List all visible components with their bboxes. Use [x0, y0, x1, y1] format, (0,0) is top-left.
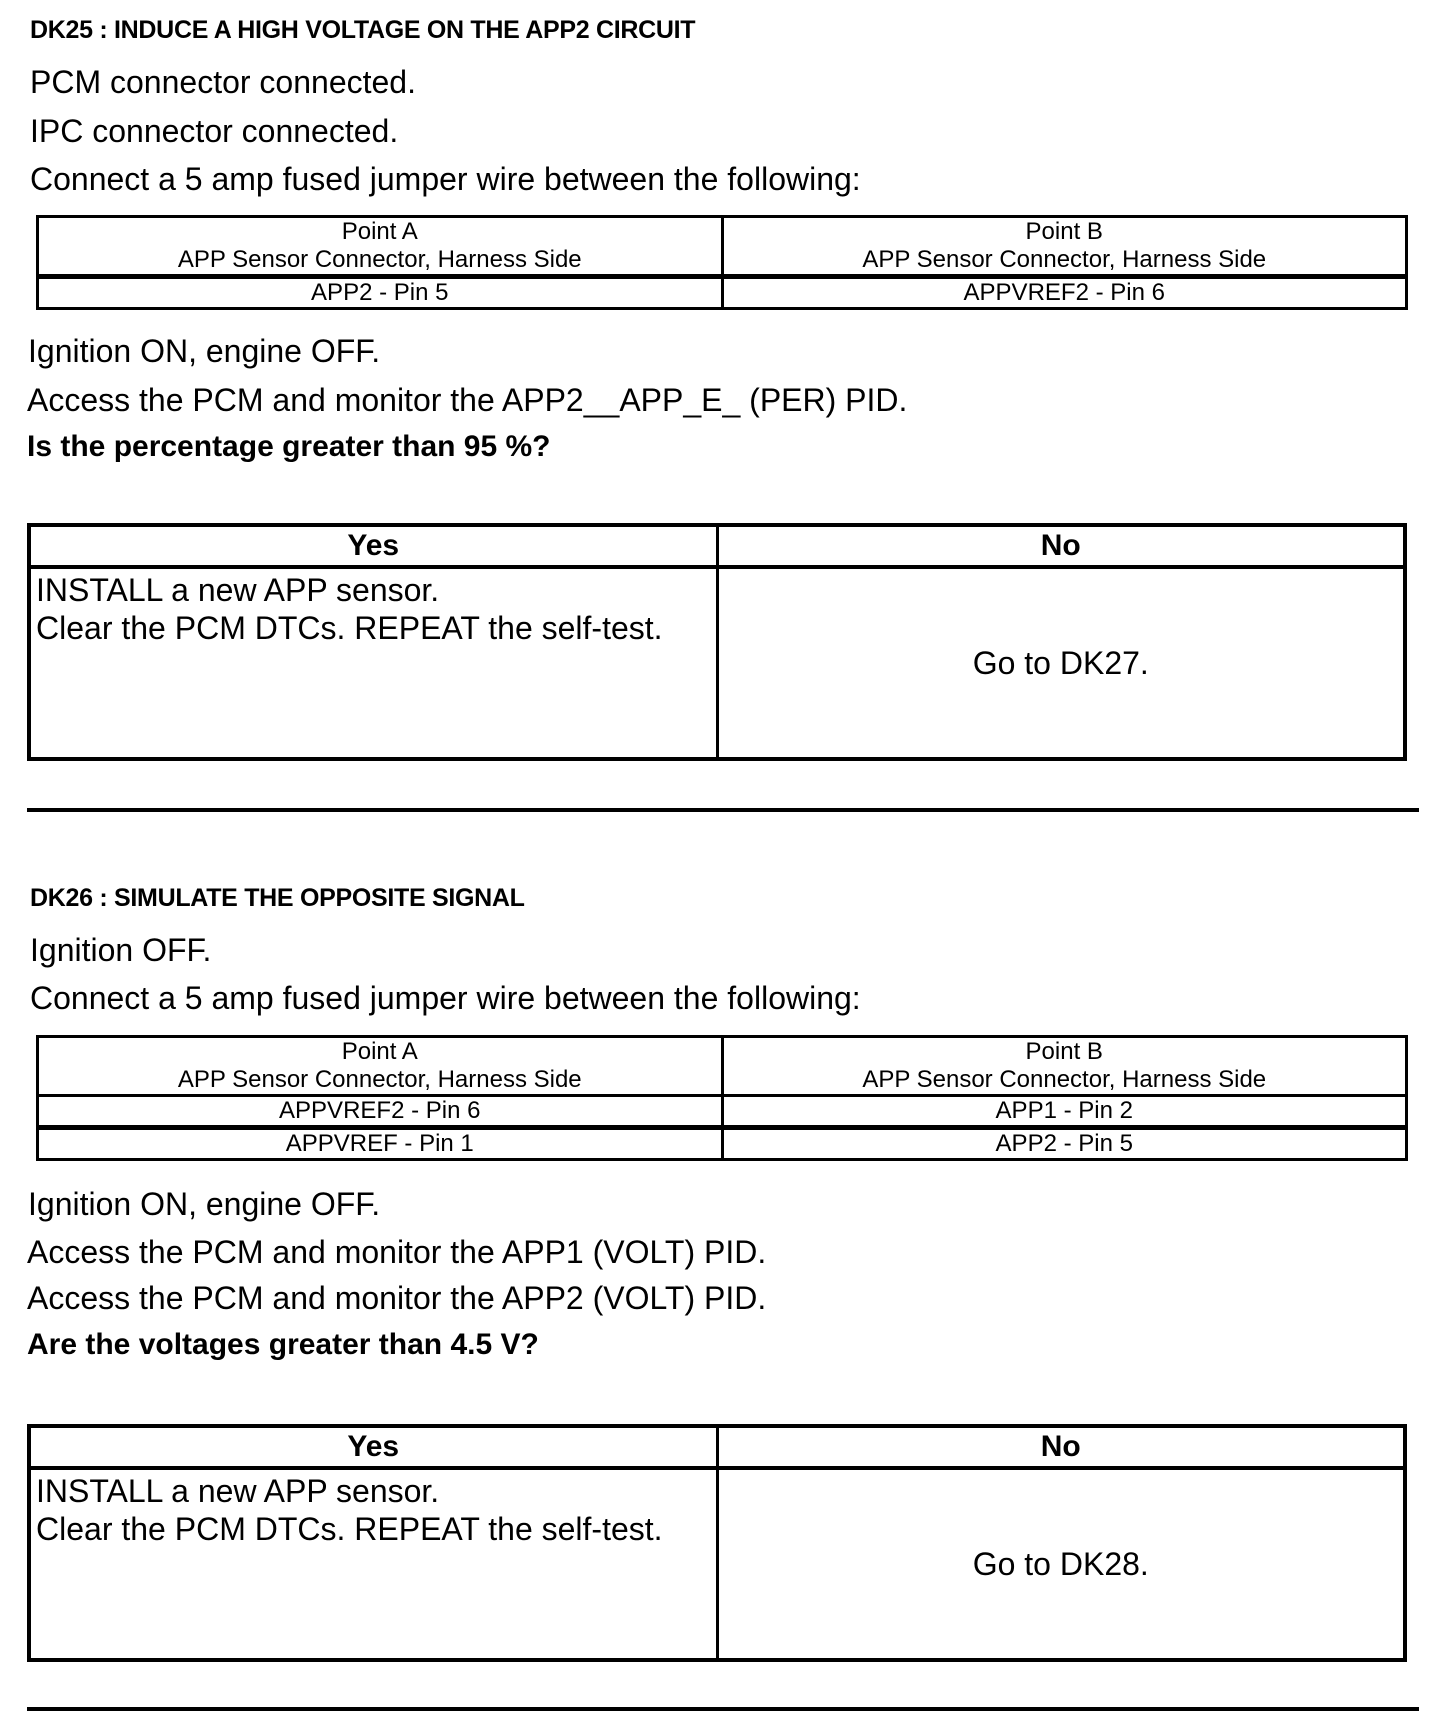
dk26-row1-point-a: APPVREF2 - Pin 6 — [38, 1096, 723, 1128]
dk25-row1-point-b: APPVREF2 - Pin 6 — [722, 277, 1407, 309]
dk26-no-cell — [717, 1468, 1405, 1660]
dk26-point-b-header — [722, 1037, 1407, 1096]
table-row — [38, 1096, 1407, 1128]
dk25-point-a-header — [38, 217, 723, 277]
dk25-step-5: Access the PCM and monitor the APP2__APP_E_ (PER) PID. — [27, 382, 908, 418]
dk25-step-2: IPC connector connected. — [30, 113, 399, 149]
dk26-point-b-sub: APP Sensor Connector, Harness Side — [862, 1066, 1267, 1093]
dk25-connection-table — [36, 215, 1408, 310]
dk26-connection-table — [36, 1035, 1408, 1161]
dk26-no-text: Go to DK28. — [972, 1545, 1149, 1582]
dk25-no-cell — [717, 567, 1405, 759]
dk25-yes-header: Yes — [29, 525, 717, 567]
dk26-step-4: Access the PCM and monitor the APP1 (VOLT) PID. — [27, 1234, 767, 1270]
dk26-step-2: Connect a 5 amp fused jumper wire between the following: — [30, 980, 861, 1016]
dk26-point-a-sub: APP Sensor Connector, Harness Side — [177, 1066, 582, 1093]
dk26-row2-point-a: APPVREF - Pin 1 — [38, 1128, 723, 1160]
dk25-point-b-sub: APP Sensor Connector, Harness Side — [862, 246, 1267, 273]
section-divider — [27, 808, 1419, 812]
dk25-step-4: Ignition ON, engine OFF. — [28, 333, 381, 369]
dk25-point-a-label: Point A — [341, 218, 418, 245]
dk25-point-a-sub: APP Sensor Connector, Harness Side — [177, 246, 582, 273]
table-row — [38, 277, 1407, 309]
dk26-row2-point-b: APP2 - Pin 5 — [722, 1128, 1407, 1160]
dk26-row1-point-b: APP1 - Pin 2 — [722, 1096, 1407, 1128]
dk25-question: Is the percentage greater than 95 %? — [27, 430, 551, 463]
dk26-point-b-label: Point B — [1025, 1038, 1103, 1065]
dk25-point-b-label: Point B — [1025, 218, 1103, 245]
dk26-point-a-label: Point A — [341, 1038, 418, 1065]
table-row — [38, 1128, 1407, 1160]
dk25-result-table — [27, 523, 1407, 761]
dk26-yes-line-1: INSTALL a new APP sensor. — [36, 1473, 440, 1509]
dk26-step-5: Access the PCM and monitor the APP2 (VOLT) PID. — [27, 1280, 767, 1316]
dk26-step-3: Ignition ON, engine OFF. — [28, 1186, 381, 1222]
dk25-heading: DK25 : INDUCE A HIGH VOLTAGE ON THE APP2 CIRCUIT — [30, 16, 696, 44]
section-divider — [27, 1707, 1419, 1711]
dk26-yes-line-2: Clear the PCM DTCs. REPEAT the self-test. — [36, 1511, 663, 1547]
dk25-no-header: No — [717, 525, 1405, 567]
dk25-yes-line-2: Clear the PCM DTCs. REPEAT the self-test. — [36, 610, 663, 646]
dk26-point-a-header — [38, 1037, 723, 1096]
dk26-yes-cell — [29, 1468, 717, 1660]
dk26-yes-header: Yes — [29, 1426, 717, 1468]
dk25-yes-cell — [29, 567, 717, 759]
dk25-no-text: Go to DK27. — [972, 644, 1149, 681]
dk26-no-header: No — [717, 1426, 1405, 1468]
dk25-row1-point-a: APP2 - Pin 5 — [38, 277, 723, 309]
dk26-result-table — [27, 1424, 1407, 1662]
dk26-question: Are the voltages greater than 4.5 V? — [27, 1328, 539, 1361]
dk26-heading: DK26 : SIMULATE THE OPPOSITE SIGNAL — [30, 884, 525, 912]
dk25-point-b-header — [722, 217, 1407, 277]
dk26-step-1: Ignition OFF. — [30, 932, 212, 968]
dk25-step-3: Connect a 5 amp fused jumper wire between the following: — [30, 161, 861, 197]
dk25-step-1: PCM connector connected. — [30, 64, 416, 100]
dk25-yes-line-1: INSTALL a new APP sensor. — [36, 572, 440, 608]
